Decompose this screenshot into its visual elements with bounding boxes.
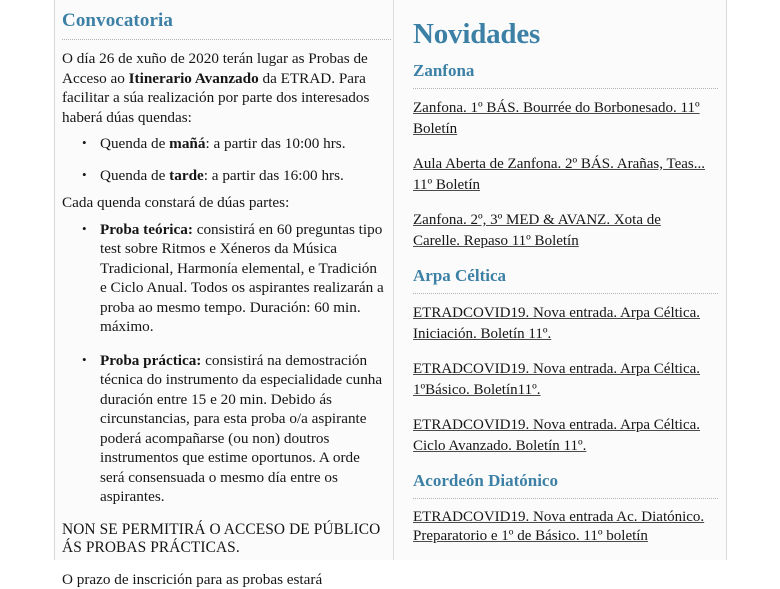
- news-group-zanfona: [413, 61, 725, 252]
- news-link[interactable]: Zanfona. 1º BÁS. Bourrée do Borbonesado. 11º Boletín: [413, 98, 711, 140]
- news-link[interactable]: ETRADCOVID19. Nova entrada. Arpa Céltica. Ciclo Avanzado. Boletín 11º.: [413, 415, 711, 457]
- news-group-heading: Zanfona: [413, 61, 725, 81]
- news-group-heading: Acordeón Diatónico: [413, 471, 725, 491]
- group-dotted-rule: [413, 293, 718, 295]
- partes-intro-paragraph: Cada quenda constará de dúas partes:: [62, 193, 386, 213]
- page-left-margin: [0, 0, 55, 560]
- partes-list: [62, 220, 386, 507]
- parte-teorica-label: Proba teórica:: [100, 221, 193, 238]
- column-divider-rule: [393, 0, 394, 560]
- quenda-item-tarde: [100, 166, 386, 186]
- quenda-manha-lead: Quenda de: [100, 135, 169, 152]
- convocatoria-heading: Convocatoria: [62, 10, 386, 32]
- page-right-margin: [726, 0, 780, 560]
- intro-text-b: da ETRAD. Para facilitar a súa realización por parte dos interesados haberá dúas quendas:: [62, 70, 369, 126]
- news-link[interactable]: Zanfona. 2º, 3º MED & AVANZ. Xota de Carelle. Repaso 11º Boletín: [413, 210, 711, 252]
- quenda-manha-bold: mañá: [169, 135, 205, 152]
- intro-text-a: O día 26 de xuño de 2020 terán lugar as Probas de Acceso ao: [62, 50, 368, 87]
- quenda-tarde-bold: tarde: [169, 167, 204, 184]
- left-article-column: [56, 0, 386, 560]
- parte-practica-label: Proba práctica:: [100, 352, 201, 369]
- quendas-list: [62, 134, 386, 185]
- parte-item-practica: [100, 351, 386, 507]
- closing-paragraph: O prazo de inscrición para as probas estará: [62, 570, 386, 589]
- news-link[interactable]: ETRADCOVID19. Nova entrada. Arpa Céltica. Iniciación. Boletín 11º.: [413, 303, 711, 345]
- quenda-tarde-lead: Quenda de: [100, 167, 169, 184]
- parte-item-teorica: [100, 220, 386, 337]
- parte-teorica-text: consistirá en 60 preguntas tipo test sobre Ritmos e Xéneros da Música Tradicional, Harmonía elemental, e Tradición e Ciclo Anual. Todos os aspirantes realizarán a proba ao mesmo tempo. Duración: 60 min. máximo.: [100, 221, 384, 336]
- intro-bold-itinerario: Itinerario Avanzado: [129, 70, 259, 87]
- heading-dotted-rule: [62, 39, 391, 41]
- news-group-arpa-celtica: [413, 266, 725, 457]
- news-link[interactable]: ETRADCOVID19. Nova entrada. Arpa Céltica. 1ºBásico. Boletín11º.: [413, 359, 711, 401]
- news-link[interactable]: ETRADCOVID19. Nova entrada Ac. Diatónico. Preparatorio e 1º de Básico. 11º boletín: [413, 508, 711, 546]
- news-group-acordeon-diatonico: [413, 471, 725, 546]
- news-group-heading: Arpa Céltica: [413, 266, 725, 286]
- group-dotted-rule: [413, 498, 718, 500]
- novidades-sidebar: [405, 0, 725, 560]
- novidades-title: Novidades: [413, 18, 725, 51]
- parte-practica-text: consistirá na demostración técnica do instrumento da especialidade cunha duración entre 15 e 20 min. Debido ás circunstancias, para esta proba o/a aspirante poderá acompañarse (ou non) doutros instrumentos que estime oportunos. A orde será consensuada o mesmo día entre os aspirantes.: [100, 352, 382, 506]
- quenda-item-manha: [100, 134, 386, 154]
- intro-paragraph: [62, 49, 386, 127]
- quenda-manha-rest: : a partir das 10:00 hrs.: [205, 135, 345, 152]
- group-dotted-rule: [413, 88, 718, 90]
- news-link[interactable]: Aula Aberta de Zanfona. 2º BÁS. Arañas, Teas... 11º Boletín: [413, 154, 711, 196]
- access-notice: NON SE PERMITIRÁ O ACCESO DE PÚBLICO ÁS PROBAS PRÁCTICAS.: [62, 521, 386, 558]
- quenda-tarde-rest: : a partir das 16:00 hrs.: [204, 167, 344, 184]
